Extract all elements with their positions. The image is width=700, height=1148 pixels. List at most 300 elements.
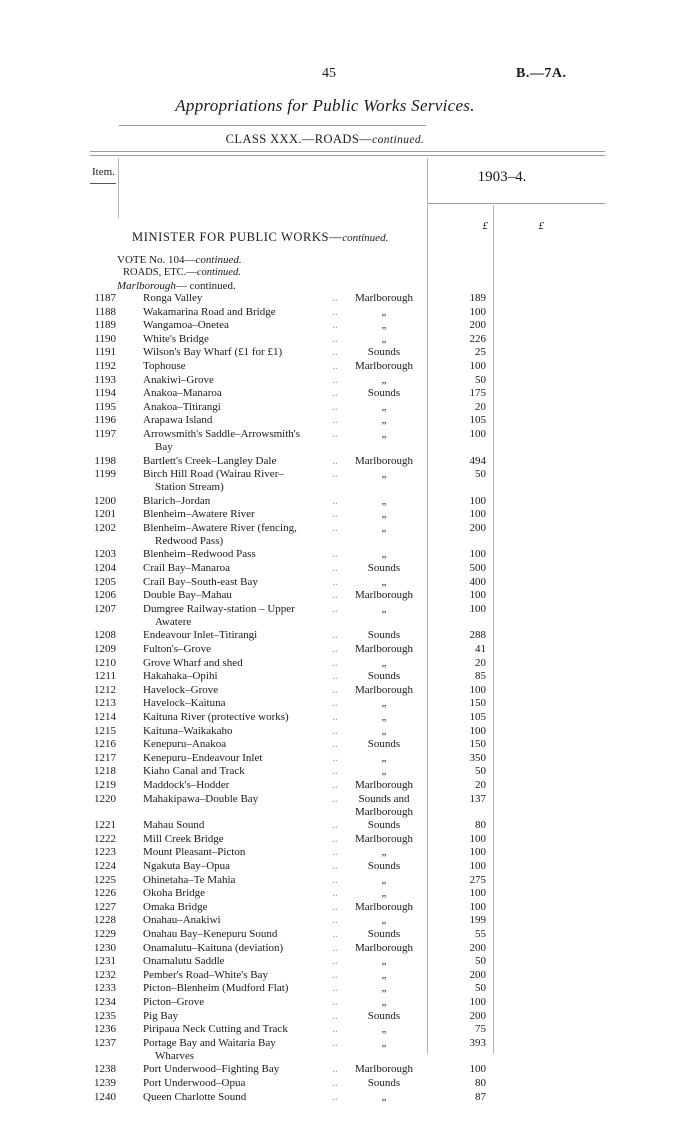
table-row xyxy=(0,846,700,859)
amount: 100 xyxy=(469,428,486,440)
leader-dots: .. xyxy=(332,400,338,413)
leader-dots: .. xyxy=(332,832,338,845)
item-number: 1207 xyxy=(94,602,116,615)
leader-dots: .. xyxy=(332,387,338,400)
item-number: 1228 xyxy=(94,914,116,927)
leader-dots: .. xyxy=(332,346,338,359)
table-row xyxy=(0,495,700,508)
leader-dots: .. xyxy=(332,1063,338,1076)
item-number: 1233 xyxy=(94,982,116,995)
amount: 41 xyxy=(475,643,486,655)
locality: „ xyxy=(381,982,387,995)
leader-dots: .. xyxy=(332,819,338,832)
item-number: 1201 xyxy=(94,508,116,521)
item-number: 1227 xyxy=(94,900,116,913)
locality: Sounds xyxy=(367,562,401,574)
item-number: 1190 xyxy=(94,332,116,345)
leader-dots: .. xyxy=(332,887,338,900)
leader-dots: .. xyxy=(332,1023,338,1036)
table-row xyxy=(0,1010,700,1023)
locality: „ xyxy=(381,305,387,318)
road-name: Maddock's–Hodder xyxy=(143,779,230,791)
item-number: 1203 xyxy=(94,548,116,561)
item-number: 1231 xyxy=(94,955,116,968)
minister-heading-main: MINISTER FOR PUBLIC WORKS— xyxy=(132,230,343,244)
item-number: 1195 xyxy=(94,400,116,413)
road-name: Blenheim–Redwood Pass xyxy=(143,548,256,561)
amount: 85 xyxy=(475,670,486,683)
leader-dots: .. xyxy=(332,494,338,507)
item-number: 1236 xyxy=(94,1023,116,1036)
leader-dots: .. xyxy=(332,1090,338,1103)
page-number: 45 xyxy=(322,66,336,81)
locality: Sounds xyxy=(367,1076,401,1089)
leader-dots: .. xyxy=(332,454,338,467)
locality: „ xyxy=(381,1090,387,1103)
table-row xyxy=(0,508,700,521)
leader-dots: .. xyxy=(332,548,338,561)
table-row xyxy=(0,1063,700,1076)
road-name: Mahau Sound xyxy=(143,819,205,832)
locality: „ xyxy=(381,697,387,710)
table-top-rule xyxy=(90,151,605,152)
item-number: 1220 xyxy=(94,792,116,805)
table-row xyxy=(0,1037,700,1050)
item-number: 1193 xyxy=(94,373,116,386)
leader-dots: .. xyxy=(332,332,338,345)
locality: Marlborough xyxy=(354,589,414,602)
amount: 150 xyxy=(469,738,486,751)
item-column-rule xyxy=(118,158,119,218)
amount: 100 xyxy=(469,305,486,318)
amount: 100 xyxy=(469,589,486,602)
table-row xyxy=(0,522,700,535)
road-name: Kenepuru–Endeavour Inlet xyxy=(143,751,263,764)
locality: „ xyxy=(381,428,387,440)
road-name: Fulton's–Grove xyxy=(143,643,211,655)
amount: 350 xyxy=(469,751,486,764)
table-row-continuation xyxy=(0,806,700,819)
amount: 100 xyxy=(469,887,486,900)
leader-dots: .. xyxy=(332,521,338,534)
road-name: Mahakipawa–Double Bay xyxy=(143,792,259,805)
table-row xyxy=(0,942,700,955)
table-row xyxy=(0,887,700,900)
locality: Marlborough xyxy=(354,779,414,791)
locality-continuation: Marlborough xyxy=(354,805,414,818)
item-number: 1225 xyxy=(94,873,116,886)
table-row xyxy=(0,996,700,1009)
item-number: 1237 xyxy=(94,1036,116,1049)
road-name: White's Bridge xyxy=(143,332,209,345)
table-row xyxy=(0,1023,700,1036)
leader-dots: .. xyxy=(332,928,338,940)
item-number: 1238 xyxy=(94,1063,116,1076)
table-row xyxy=(0,684,700,697)
table-row xyxy=(0,333,700,346)
item-number: 1224 xyxy=(94,860,116,872)
locality: „ xyxy=(381,494,387,507)
locality: „ xyxy=(381,508,387,521)
amount: 100 xyxy=(469,832,486,845)
road-name: Wakamarina Road and Bridge xyxy=(143,305,276,318)
road-name: Ngakuta Bay–Opua xyxy=(143,860,231,872)
table-top-rule-double xyxy=(90,155,605,156)
item-number: 1211 xyxy=(94,670,116,683)
locality: Marlborough xyxy=(354,832,414,845)
minister-heading xyxy=(132,230,388,245)
amount: 100 xyxy=(469,846,486,859)
table-row xyxy=(0,643,700,656)
leader-dots: .. xyxy=(332,292,338,304)
leader-dots: .. xyxy=(332,765,338,778)
table-row-continuation xyxy=(0,535,700,548)
leader-dots: .. xyxy=(332,955,338,968)
item-number: 1187 xyxy=(94,292,116,304)
amount: 200 xyxy=(469,941,486,954)
roads-heading-main: ROADS, ETC.— xyxy=(123,267,197,278)
road-name: Picton–Blenheim (Mudford Flat) xyxy=(143,982,289,995)
locality: Sounds xyxy=(367,819,401,832)
amount: 100 xyxy=(469,360,486,372)
locality: Sounds xyxy=(367,629,401,642)
leader-dots: .. xyxy=(332,373,338,386)
road-name: Bartlett's Creek–Langley Dale xyxy=(143,454,277,467)
table-row xyxy=(0,428,700,441)
road-name: Anakiwi–Grove xyxy=(143,373,214,386)
item-number: 1218 xyxy=(94,765,116,778)
locality: „ xyxy=(381,1023,387,1036)
table-row xyxy=(0,562,700,575)
table-row xyxy=(0,752,700,765)
amount: 50 xyxy=(475,765,486,778)
locality: „ xyxy=(381,846,387,859)
table-row xyxy=(0,319,700,332)
road-name: Queen Charlotte Sound xyxy=(143,1090,247,1103)
locality: „ xyxy=(381,873,387,886)
leader-dots: .. xyxy=(332,982,338,995)
amount: 137 xyxy=(469,792,486,805)
leader-dots: .. xyxy=(332,792,338,805)
item-number: 1215 xyxy=(94,724,116,737)
locality: „ xyxy=(381,400,387,413)
table-row xyxy=(0,860,700,873)
road-name: Tophouse xyxy=(143,360,186,372)
leader-dots: .. xyxy=(332,508,338,521)
road-name: Arrowsmith's Saddle–Arrowsmith's xyxy=(143,428,301,440)
locality: „ xyxy=(381,332,387,345)
leader-dots: .. xyxy=(332,779,338,791)
amount: 400 xyxy=(469,575,486,588)
leader-dots: .. xyxy=(332,602,338,615)
class-heading-main: CLASS XXX.—ROADS— xyxy=(225,132,373,146)
locality: „ xyxy=(381,602,387,615)
region-heading-continued: — continued. xyxy=(175,280,236,292)
table-row xyxy=(0,1077,700,1090)
table-row xyxy=(0,833,700,846)
locality: „ xyxy=(381,373,387,386)
road-name: Anakoa–Titirangi xyxy=(143,400,221,413)
leader-dots: .. xyxy=(332,589,338,602)
road-name: Blenheim–Awatere River (fencing, xyxy=(143,521,297,534)
leader-dots: .. xyxy=(332,914,338,927)
amount: 226 xyxy=(469,332,486,345)
table-row xyxy=(0,670,700,683)
table-row xyxy=(0,468,700,481)
road-name: Portage Bay and Waitaria Bay xyxy=(143,1036,276,1049)
region-heading xyxy=(117,280,236,292)
item-number: 1194 xyxy=(94,387,116,400)
amount: 50 xyxy=(475,468,486,481)
item-number: 1239 xyxy=(94,1076,116,1089)
amount: 199 xyxy=(469,914,486,927)
leader-dots: .. xyxy=(332,873,338,886)
road-name: Omaka Bridge xyxy=(143,900,208,913)
road-name: Crail Bay–South-east Bay xyxy=(143,575,258,588)
item-number: 1205 xyxy=(94,575,116,588)
table-row-continuation xyxy=(0,441,700,454)
leader-dots: .. xyxy=(332,360,338,372)
locality: „ xyxy=(381,996,387,1008)
road-name-continuation: Wharves xyxy=(155,1049,195,1062)
leader-dots: .. xyxy=(332,629,338,642)
table-row xyxy=(0,629,700,642)
item-number: 1226 xyxy=(94,887,116,900)
table-row xyxy=(0,793,700,806)
table-row xyxy=(0,1091,700,1104)
road-name: Kaituna River (protective works) xyxy=(143,711,289,723)
amount: 20 xyxy=(475,656,486,669)
road-name: Havelock–Grove xyxy=(143,683,219,696)
amount: 275 xyxy=(469,873,486,886)
minister-heading-continued: continued. xyxy=(342,232,389,244)
amount: 100 xyxy=(469,683,486,696)
table-row xyxy=(0,779,700,792)
amount: 75 xyxy=(475,1023,486,1036)
road-name: Pember's Road–White's Bay xyxy=(143,968,268,981)
road-name: Port Underwood–Fighting Bay xyxy=(143,1063,280,1076)
locality: „ xyxy=(381,751,387,764)
amount: 80 xyxy=(475,819,486,832)
title-rule xyxy=(119,125,426,126)
leader-dots: .. xyxy=(332,562,338,574)
item-number: 1232 xyxy=(94,968,116,981)
road-name: Birch Hill Road (Wairau River– xyxy=(143,468,284,481)
amount: 80 xyxy=(475,1076,486,1089)
item-number: 1212 xyxy=(94,683,116,696)
item-number: 1198 xyxy=(94,454,116,467)
year-column-header: 1903–4. xyxy=(477,169,527,185)
table-row-continuation xyxy=(0,481,700,494)
road-name-continuation: Station Stream) xyxy=(155,481,224,494)
locality: „ xyxy=(381,887,387,900)
amount: 288 xyxy=(469,629,486,642)
road-name: Port Underwood–Opua xyxy=(143,1076,246,1089)
locality: „ xyxy=(381,724,387,737)
amount: 105 xyxy=(469,414,486,427)
table-row xyxy=(0,765,700,778)
table-row xyxy=(0,387,700,400)
locality: Marlborough xyxy=(354,454,414,467)
locality: „ xyxy=(381,914,387,927)
locality: Marlborough xyxy=(354,1063,414,1076)
locality: „ xyxy=(381,468,387,481)
item-number: 1221 xyxy=(94,819,116,832)
amount: 175 xyxy=(469,387,486,400)
road-name: Onamalutu Saddle xyxy=(143,955,225,968)
table-row xyxy=(0,725,700,738)
amount: 20 xyxy=(475,400,486,413)
amount: 105 xyxy=(469,711,486,723)
document-title: Appropriations for Public Works Services. xyxy=(175,96,475,115)
locality: „ xyxy=(381,656,387,669)
amount: 100 xyxy=(469,900,486,913)
table-row-continuation xyxy=(0,616,700,629)
locality: „ xyxy=(381,414,387,427)
table-row xyxy=(0,697,700,710)
item-number: 1188 xyxy=(94,305,116,318)
leader-dots: .. xyxy=(332,643,338,655)
amount: 100 xyxy=(469,508,486,521)
road-name: Mount Pleasant–Picton xyxy=(143,846,246,859)
item-number: 1199 xyxy=(94,468,116,481)
amount: 200 xyxy=(469,319,486,332)
item-number: 1223 xyxy=(94,846,116,859)
road-name: Picton–Grove xyxy=(143,996,205,1008)
locality: Sounds xyxy=(367,1009,401,1022)
table-row xyxy=(0,874,700,887)
table-row xyxy=(0,914,700,927)
leader-dots: .. xyxy=(332,1036,338,1049)
locality: Marlborough xyxy=(354,683,414,696)
road-name: Blenheim–Awatere River xyxy=(143,508,255,521)
amount: 50 xyxy=(475,955,486,968)
item-number: 1208 xyxy=(94,629,116,642)
item-number: 1202 xyxy=(94,521,116,534)
locality: „ xyxy=(381,765,387,778)
leader-dots: .. xyxy=(332,319,338,332)
road-name: Double Bay–Mahau xyxy=(143,589,232,602)
vote-heading-main: VOTE No. 104— xyxy=(117,254,196,266)
item-number: 1216 xyxy=(94,738,116,751)
item-number: 1213 xyxy=(94,697,116,710)
locality: „ xyxy=(381,955,387,968)
amount: 100 xyxy=(469,860,486,872)
leader-dots: .. xyxy=(332,468,338,481)
leader-dots: .. xyxy=(332,670,338,683)
leader-dots: .. xyxy=(332,941,338,954)
leader-dots: .. xyxy=(332,656,338,669)
road-name: Kiaho Canal and Track xyxy=(143,765,245,778)
table-row xyxy=(0,306,700,319)
locality: „ xyxy=(381,968,387,981)
amount: 500 xyxy=(469,562,486,574)
locality: Sounds xyxy=(367,860,401,872)
locality: Marlborough xyxy=(354,292,414,304)
locality: Marlborough xyxy=(354,900,414,913)
item-number: 1204 xyxy=(94,562,116,574)
amount: 393 xyxy=(469,1036,486,1049)
leader-dots: .. xyxy=(332,724,338,737)
leader-dots: .. xyxy=(332,968,338,981)
table-row xyxy=(0,374,700,387)
table-row xyxy=(0,982,700,995)
item-number: 1240 xyxy=(94,1090,116,1103)
amount: 55 xyxy=(475,928,486,940)
amount: 100 xyxy=(469,724,486,737)
item-number: 1191 xyxy=(94,346,116,359)
leader-dots: .. xyxy=(332,305,338,318)
year-header-rule xyxy=(428,203,605,204)
leader-dots: .. xyxy=(332,846,338,859)
item-number: 1210 xyxy=(94,656,116,669)
road-name: Onahau Bay–Kenepuru Sound xyxy=(143,928,278,940)
item-number: 1192 xyxy=(94,360,116,372)
item-number: 1234 xyxy=(94,996,116,1008)
leader-dots: .. xyxy=(332,575,338,588)
class-heading-continued: continued. xyxy=(372,134,425,146)
amount: 100 xyxy=(469,548,486,561)
table-row xyxy=(0,414,700,427)
road-name: Anakoa–Manaroa xyxy=(143,387,222,400)
road-name-continuation: Bay xyxy=(155,440,173,453)
road-name: Wangamoa–Onetea xyxy=(143,319,229,332)
road-name: Piripaua Neck Cutting and Track xyxy=(143,1023,288,1036)
item-number: 1229 xyxy=(94,928,116,940)
leader-dots: .. xyxy=(332,1009,338,1022)
road-name: Hakahaka–Opihi xyxy=(143,670,218,683)
leader-dots: .. xyxy=(332,1076,338,1089)
roads-heading xyxy=(123,267,241,278)
road-name: Okoha Bridge xyxy=(143,887,206,900)
table-row xyxy=(0,969,700,982)
table-row xyxy=(0,738,700,751)
leader-dots: .. xyxy=(332,414,338,427)
item-number: 1209 xyxy=(94,643,116,655)
amount: 87 xyxy=(475,1090,486,1103)
leader-dots: .. xyxy=(332,683,338,696)
item-number: 1189 xyxy=(94,319,116,332)
amount: 200 xyxy=(469,521,486,534)
amount: 50 xyxy=(475,373,486,386)
vote-heading-continued: continued. xyxy=(195,254,242,266)
amount: 50 xyxy=(475,982,486,995)
paper-reference: B.—7A. xyxy=(516,66,567,81)
road-name: Pig Bay xyxy=(143,1009,179,1022)
locality: Sounds xyxy=(367,670,401,683)
item-column-header: Item. xyxy=(92,166,115,178)
item-header-underline xyxy=(90,183,116,184)
item-number: 1230 xyxy=(94,941,116,954)
region-heading-main: Marlborough xyxy=(117,280,176,292)
item-number: 1217 xyxy=(94,751,116,764)
locality: Sounds xyxy=(367,387,401,400)
table-row xyxy=(0,711,700,724)
locality: „ xyxy=(381,548,387,561)
item-number: 1206 xyxy=(94,589,116,602)
locality: Marlborough xyxy=(354,360,414,372)
road-name: Endeavour Inlet–Titirangi xyxy=(143,629,258,642)
item-number: 1222 xyxy=(94,832,116,845)
road-name: Mill Creek Bridge xyxy=(143,832,224,845)
amount: 200 xyxy=(469,1009,486,1022)
road-name: Ohinetaha–Te Mahia xyxy=(143,873,236,886)
road-name: Grove Wharf and shed xyxy=(143,656,243,669)
table-row xyxy=(0,819,700,832)
locality: Sounds xyxy=(367,346,401,359)
locality: Sounds xyxy=(367,738,401,751)
amount: 189 xyxy=(469,292,486,304)
